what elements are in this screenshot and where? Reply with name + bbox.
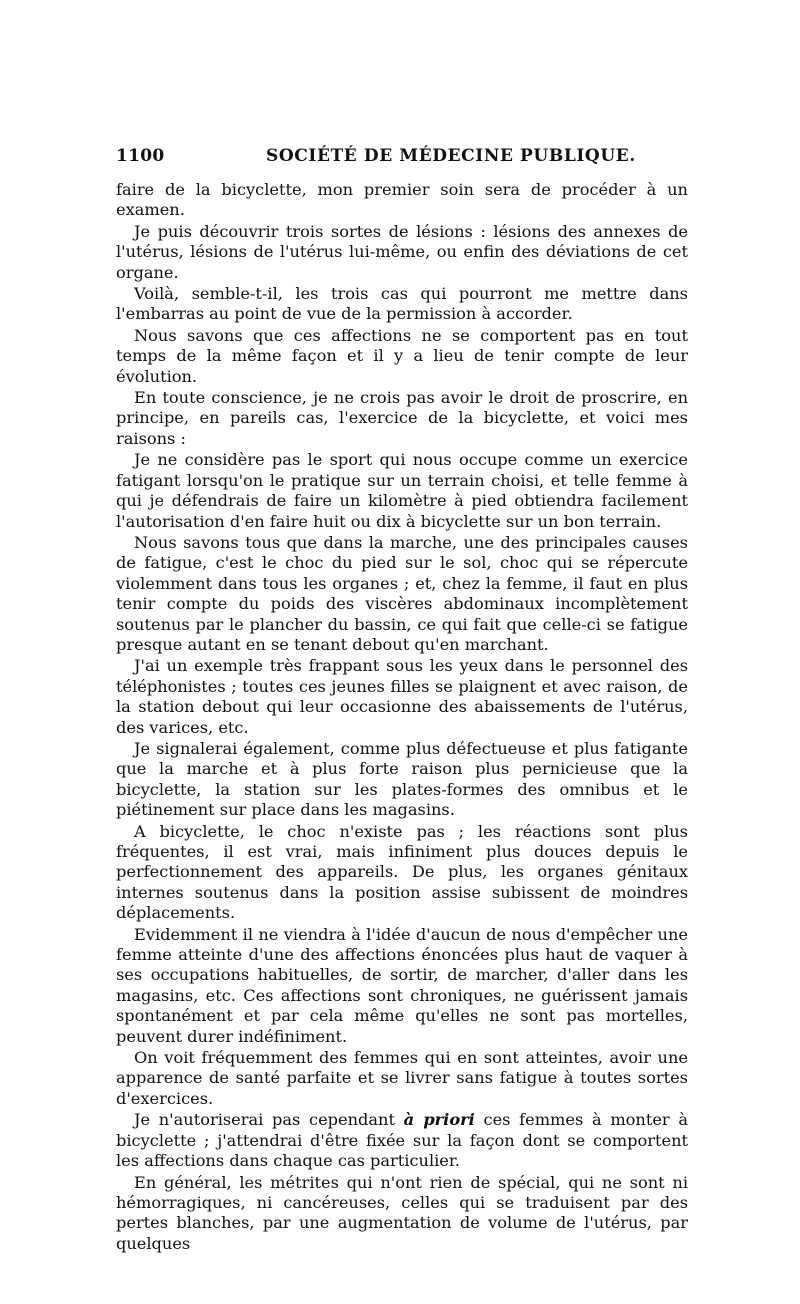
page-number: 1100 xyxy=(116,146,165,166)
paragraph-14: En général, les métrites qui n'ont rien de spécial, qui ne sont ni hémorragiques, ni cancéreuses, celles qui se traduisent par des pertes blanches, par une augmentation de volume de l'utérus, par quelques xyxy=(116,1172,688,1253)
paragraph-9: Je signalerai également, comme plus défectueuse et plus fatigante que la marche et à plus forte raison plus pernicieuse que la bicyclette, la station sur les plates-formes des omnibus et le piétinement sur place dans les magasins. xyxy=(116,738,688,820)
paragraph-2: Je puis découvrir trois sortes de lésions : lésions des annexes de l'utérus, lésions de l'utérus lui-même, ou enfin des déviations de cet organe. xyxy=(116,221,688,282)
paragraph-3: Voilà, semble-t-il, les trois cas qui pourront me mettre dans l'embarras au point de vue de la permission à accorder. xyxy=(116,284,688,324)
paragraph-4: Nous savons que ces affections ne se comportent pas en tout temps de la même façon et il y a lieu de tenir compte de leur évolution. xyxy=(116,325,688,386)
paragraph-8: J'ai un exemple très frappant sous les yeux dans le personnel des téléphonistes ; toutes ces jeunes filles se plaignent et avec raison, de la station debout qui leur occasionne des abaissements de l'utérus, des varices, etc. xyxy=(116,656,688,737)
book-page xyxy=(116,146,688,1255)
running-title: SOCIÉTÉ DE MÉDECINE PUBLIQUE. xyxy=(266,146,636,166)
a-priori-italic: à priori xyxy=(403,1110,475,1130)
paragraph-5: En toute conscience, je ne crois pas avoir le droit de proscrire, en principe, en pareils cas, l'exercice de la bicyclette, et voici mes raisons : xyxy=(116,388,688,448)
paragraph-1: faire de la bicyclette, mon premier soin sera de procéder à un examen. xyxy=(116,180,688,220)
paragraph-11: Evidemment il ne viendra à l'idée d'aucun de nous d'empêcher une femme atteinte d'une des affections énoncées plus haut de vaquer à ses occupations habituelles, de sortir, de marcher, d'aller dans les magasins, etc. Ces affections sont chroniques, ne guérissent jamais spontanément et par cela même qu'elles ne sont pas mortelles, peuvent durer indéfiniment. xyxy=(116,924,688,1046)
body-text xyxy=(116,180,688,1254)
page-header xyxy=(116,146,688,172)
paragraph-13-start: Je n'autoriserai pas cependant xyxy=(134,1110,404,1130)
paragraph-10: A bicyclette, le choc n'existe pas ; les réactions sont plus fréquentes, il est vrai, mais infiniment plus douces depuis le perfectionnement des appareils. De plus, les organes génitaux internes soutenus dans la position assise subissent de moindres déplacements. xyxy=(116,821,688,923)
paragraph-13 xyxy=(116,1110,688,1171)
paragraph-6: Je ne considère pas le sport qui nous occupe comme un exercice fatigant lorsqu'on le pratique sur un terrain choisi, et telle femme à qui je défendrais de faire un kilomètre à pied obtiendra facilement l'autorisation d'en faire huit ou dix à bicyclette sur un bon terrain. xyxy=(116,450,688,531)
paragraph-13-end: ces femmes à monter à bicyclette ; j'attendrai d'être fixée sur la façon dont se comportent les affections dans chaque cas particulier. xyxy=(116,1110,688,1171)
paragraph-7: Nous savons tous que dans la marche, une des principales causes de fatigue, c'est le choc du pied sur le sol, choc qui se répercute violemment dans tous les organes ; et, chez la femme, il faut en plus tenir compte du poids des viscères abdominaux incomplètement soutenus par le plancher du bassin, ce qui fait que celle-ci se fatigue presque autant en se tenant debout qu'en marchant. xyxy=(116,532,688,654)
paragraph-12: On voit fréquemment des femmes qui en sont atteintes, avoir une apparence de santé parfaite et se livrer sans fatigue à toutes sortes d'exercices. xyxy=(116,1048,688,1108)
